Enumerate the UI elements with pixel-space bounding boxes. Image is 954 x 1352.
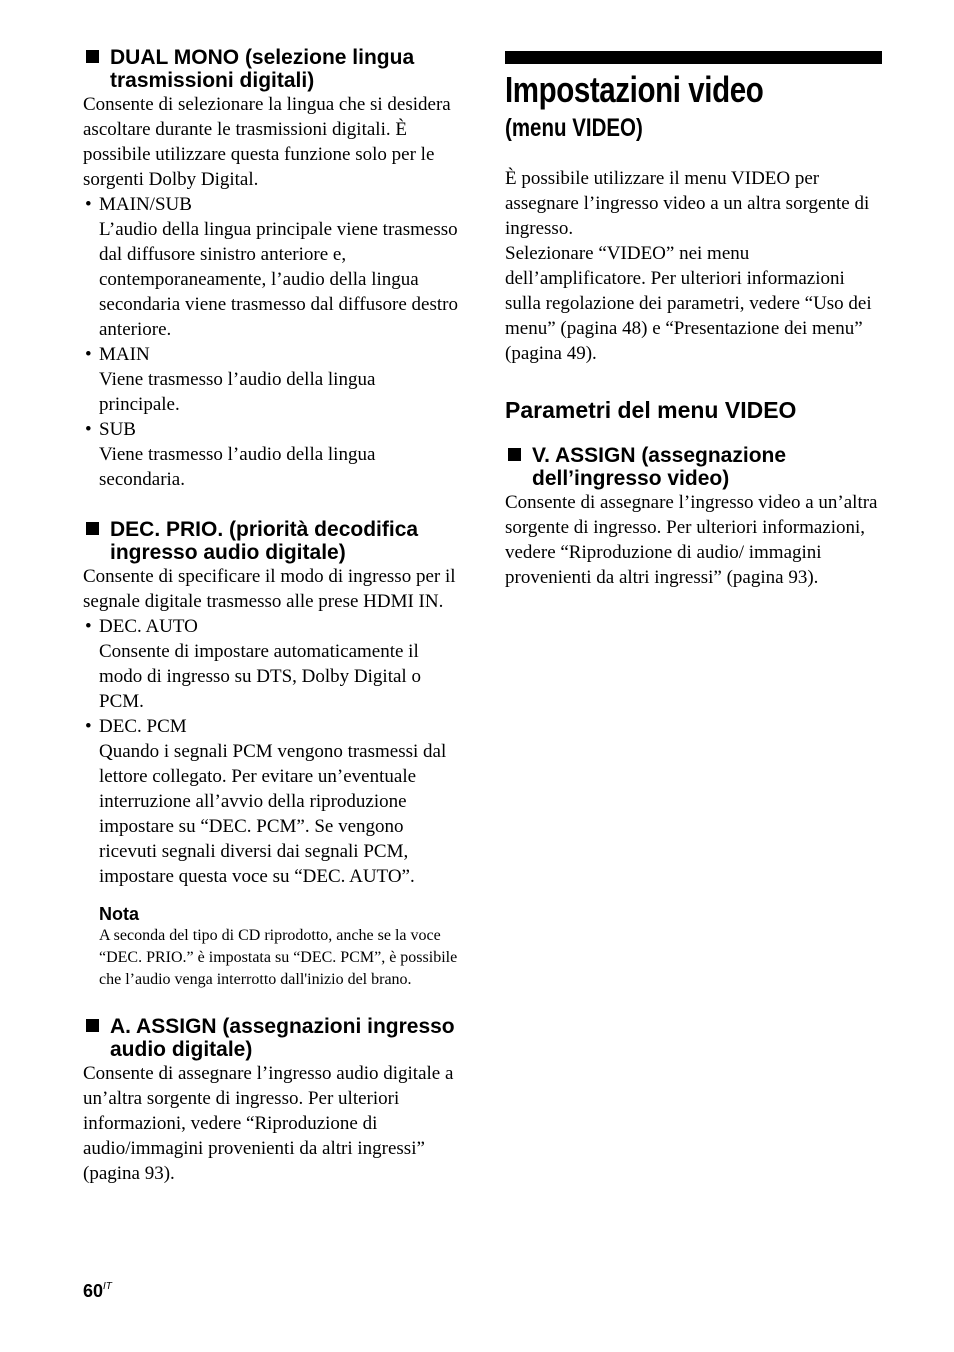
- a-assign-heading: A. ASSIGN (assegnazioni ingresso audio digitale): [83, 1015, 459, 1061]
- list-item: • DEC. PCM: [85, 716, 187, 737]
- params-heading: Parametri del menu VIDEO: [505, 397, 797, 423]
- note-text: A seconda del tipo di CD riprodotto, anche se la voce “DEC. PRIO.” è impostata su “DEC. PCM”, è possibile che l’audio venga interrotto dall'inizio del brano.: [99, 927, 458, 988]
- list-item-desc: Viene trasmesso l’audio della lingua principale.: [99, 369, 376, 415]
- list-item: • SUB: [85, 419, 136, 440]
- list-item-desc: Consente di impostare automaticamente il modo di ingresso su DTS, Dolby Digital o PCM.: [99, 641, 421, 712]
- title-rule: [505, 51, 882, 64]
- list-item: • MAIN/SUB: [85, 194, 192, 215]
- square-bullet-icon: [508, 448, 521, 461]
- page-number: $60^{IT}$: [83, 1281, 112, 1301]
- page-subtitle: (menu VIDEO): [505, 114, 643, 142]
- note-title: Nota: [99, 904, 139, 924]
- page-title: Impostazioni video: [505, 69, 764, 110]
- list-item-desc: Quando i segnali PCM vengono trasmessi dal lettore collegato. Per evitare un’eventuale interruzione all’avvio della riproduzione impostare su “DEC. PCM”. Se vengono ricevuti segnali diversi dai segnali PCM, impostare questa voce su “DEC. AUTO”.: [99, 741, 447, 887]
- dec-prio-intro: Consente di specificare il modo di ingresso per il segnale digitale trasmesso alle prese HDMI IN.: [83, 566, 456, 612]
- intro-paragraph-1: È possibile utilizzare il menu VIDEO per assegnare l’ingresso video a un altra sorgente di ingresso.: [505, 168, 870, 239]
- a-assign-text: Consente di assegnare l’ingresso audio digitale a un’altra sorgente di ingresso. Per ulteriori informazioni, vedere “Riproduzione di audio/immagini provenienti da altri ingressi” (pagina 93).: [83, 1063, 454, 1184]
- square-bullet-icon: [86, 1019, 99, 1032]
- square-bullet-icon: [86, 522, 99, 535]
- dec-prio-heading: DEC. PRIO. (priorità decodifica ingresso audio digitale): [83, 518, 459, 564]
- list-item-desc: Viene trasmesso l’audio della lingua secondaria.: [99, 444, 376, 490]
- intro-paragraph-2: Selezionare “VIDEO” nei menu dell’amplificatore. Per ulteriori informazioni sulla regolazione dei parametri, vedere “Uso dei menu” (pagina 48) e “Presentazione dei menu” (pagina 49).: [505, 243, 872, 364]
- list-item: • MAIN: [85, 344, 150, 365]
- square-bullet-icon: [86, 50, 99, 63]
- left-column: [83, 0, 459, 1186]
- dual-mono-heading: DUAL MONO (selezione lingua trasmissioni digitali): [83, 46, 459, 92]
- v-assign-heading: V. ASSIGN (assegnazione dell’ingresso video): [505, 444, 882, 490]
- v-assign-text: Consente di assegnare l’ingresso video a un’altra sorgente di ingresso. Per ulteriori informazioni, vedere “Riproduzione di audio/ immagini provenienti da altri ingressi” (pagina 93).: [505, 492, 878, 588]
- list-item: • DEC. AUTO: [85, 616, 198, 637]
- list-item-desc: L’audio della lingua principale viene trasmesso dal diffusore sinistro anteriore e, contemporaneamente, l’audio della lingua secondaria viene trasmesso dal diffusore destro anteriore.: [99, 219, 458, 340]
- right-column: [505, 0, 882, 590]
- page-language: IT: [103, 1281, 112, 1292]
- dual-mono-intro: Consente di selezionare la lingua che si desidera ascoltare durante le trasmissioni digitali. È possibile utilizzare questa funzione solo per le sorgenti Dolby Digital.: [83, 94, 451, 190]
